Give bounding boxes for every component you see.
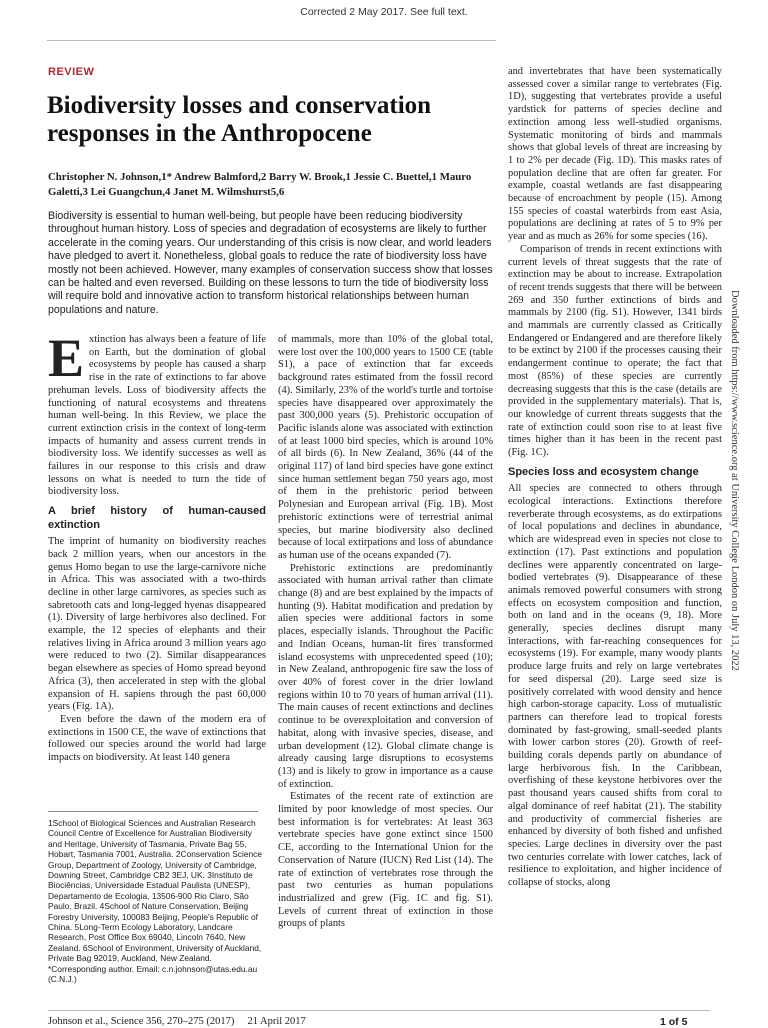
intro-text: xtinction has always been a feature of life on Earth, but the domination of global ecosystems by people has caused a sharp rise in the rate of extinctions to far above prehuman levels. Loss of biodiversity affects the functioning of natural ecosystems and threatens human well-being. In this Review, we place the current extinction crisis in the context of long-term impacts of humanity and assess current trends in biodiversity loss. We identify successes as well as failures in our response to this crisis and draw lessons on what is needed to turn the tide of biodiversity loss. bbox=[48, 334, 266, 498]
paragraph: All species are connected to others through ecological interactions. Extinctions therefore reverberate through ecosystems, as do extirpations of local populations and declines in abundance, which are widespread even in species not close to extinction (17). Past extinctions and population declines were apparently concentrated on large-bodied vertebrates (9). Disappearance of these animals removed powerful consumers with strong effects on ecosystem composition and function, both on land and in the oceans (9, 18). More generally, species declines disrupt many interactions, with far-reaching consequences for ecosystems (19). For example, many woody plants produce large fruits and rely on large vertebrates for seed dispersal (20). Large seed size is positively correlated with wood density and hence high carbon-storage capacity. Loss of mutualistic partners can therefore lead to tropical forests dominated by fast-growing, small-seeded plants with lower carbon stores (20). Growth of reef-building corals depends partly on abundance of large herbivorous fish. In the Caribbean, overfishing of these keystone herbivores over the past thousand years caused shifts from coral to algal dominance of reef habitat (21). The stability and productivity of commercial fisheries are enhanced by diversity of both fished and unfished species. Large declines in diversity over the past two centuries correlate with lower catches, lack of resilience to exploitation, and higher incidence of collapse of stocks, along bbox=[508, 483, 722, 889]
header-rule bbox=[47, 40, 496, 41]
affiliations-footnote: 1School of Biological Sciences and Australian Research Council Centre of Excellence for Australian Biodiversity and Heritage, University of Tasmania, Private Bag 55, Hobart, Tasmania 7001, Australia. 2Conservation Science Group, Department of Zoology, University of Cambridge, Downing Street, Cambridge CB2 3EJ, UK. 3Instituto de Biociências, Universidade Estadual Paulista (UNESP), Departamento de Ecologia, 13506-900 Rio Claro, São Paulo, Brazil. 4School of Nature Conservation, Beijing Forestry University, 100083 Beijing, People's Republic of China. 5Long-Term Ecology Laboratory, Landcare Research, Post Office Box 69040, Lincoln 7640, New Zealand. 6School of Environment, University of Auckland, Private Bag 92019, Auckland, New Zealand. *Corresponding author. Email: c.n.johnson@utas.edu.au (C.N.J.) bbox=[48, 818, 262, 985]
section-heading-history: A brief history of human-caused extinction bbox=[48, 505, 266, 531]
article-title: Biodiversity losses and conservation responses in the Anthropocene bbox=[47, 92, 432, 147]
column-2 bbox=[278, 334, 493, 931]
section-heading-species-loss: Species loss and ecosystem change bbox=[508, 465, 699, 478]
intro-paragraph bbox=[48, 328, 266, 499]
footer-rule bbox=[48, 1010, 710, 1011]
paragraph: Estimates of the recent rate of extinction are limited by poor knowledge of most species. Our best information is for vertebrates: At least 363 vertebrate species have gone extinct since 1500 CE, according to the International Union for the Conservation of Nature (IUCN) Red List (14). The rate of extinction of vertebrates rose through the past two centuries as human populations industrialized and grew (Fig. 1C and fig. S1). Levels of current threat of extinction in those groups of plants bbox=[278, 791, 493, 930]
paragraph: Comparison of trends in recent extinctions with current levels of threat suggests that the rate of extinction may be about to increase. Extrapolation of recent trends suggests that there will be between 269 and 350 further extinctions of birds and mammals by 2100 (fig. S1). However, 1341 birds and mammals are currently classed as Critically Endangered or Endangered and are therefore likely to be extinct by 2100 if the processes causing their endangerment continue to operate; the fact that most (85%) of these species are currently decreasing suggests that this is the case (details are provided in the supplementary materials). That is, our knowledge of current threats suggests that the rate of extinction could soon rise to at least five times higher than it has been in the recent past (Fig. 1C). bbox=[508, 243, 722, 459]
correction-banner[interactable]: Corrected 2 May 2017. See full text. bbox=[300, 6, 468, 18]
paragraph: of mammals, more than 10% of the global total, were lost over the 100,000 years to 1500 CE (table S1), a pace of extinction that far exceeds background rates estimated from the fossil record (4). Similarly, 23% of the world's turtle and tortoise species have disappeared over approximately the past 300,000 years (5). Prehistoric occupation of Pacific islands alone was associated with extinction of at least 1000 bird species, which is around 10% of all birds (6). In New Zealand, 36% (44 of the original 117) of land bird species have gone extinct since human settlement began 750 years ago, most of them in the prehistoric period between Polynesian and European arrival (Fig. 1B). Most prehistoric extinctions were of terrestrial animal species, but marine biodiversity also declined because of local extirpations and loss of abundance as human use of the oceans expanded (7). bbox=[278, 334, 493, 561]
footnote-rule bbox=[48, 811, 258, 812]
column-3 bbox=[508, 66, 722, 890]
paragraph: The imprint of humanity on biodiversity reaches back 2 million years, when our ancestors in the genus Homo began to use the large-carnivore niche in Africa. This was associated with a two-thirds decline in other large carnivores, as species such as sabretooth cats and long-legged hyenas disappeared (1). Diversity of large herbivores also declined. For example, the 12 species of elephants and their relatives living in Africa around 3 million years ago were reduced to two (2). Similar disappearances began elsewhere as species of Homo spread beyond Africa (3), then accelerated in step with the global expansion of H. sapiens through the past 60,000 years (Fig. 1A). bbox=[48, 536, 266, 713]
page-number: 1 of 5 bbox=[660, 1016, 688, 1028]
column-1 bbox=[48, 328, 266, 765]
paragraph: Even before the dawn of the modern era of extinctions in 1500 CE, the wave of extinctions that followed our species around the world had large impacts on biodiversity. At least 140 genera bbox=[48, 713, 266, 764]
citation: Johnson et al., Science 356, 270–275 (2017) 21 April 2017 bbox=[48, 1016, 306, 1027]
paragraph: and invertebrates that have been systematically assessed cover a similar range to vertebrates (Fig. 1D), suggesting that vertebrates provide a useful yardstick for patterns of species decline and extinction among less well-studied organisms. Systematic monitoring of birds and mammals shows that global levels of threat are increasing by 1 to 2% per decade (Fig. 1D). This masks rates of population decline that are often far greater. For example, coastal wetlands are fast disappearing because of encroachment by people (15). Among 155 species of coastal waterbirds from east Asia, populations are declining at rates of 5 to 9% per year and as much as 26% for some species (16). bbox=[508, 66, 722, 243]
section-label: REVIEW bbox=[48, 66, 95, 78]
paragraph: Prehistoric extinctions are predominantly associated with human arrival rather than climate change (8) and are best explained by the impacts of hunting (9). Habitat modification and predation by alien species were additional factors in some places, especially islands. Throughout the Pacific and Indian Oceans, human-lit fires transformed island ecosystems with unprecedented speed (10); in New Zealand, anthropogenic fire saw the loss of over 40% of forest cover in the drier lowland regions within 10 to 70 years of human arrival (11). The main causes of recent extinctions and declines continue to be overexploitation and conversion of habitat, along with invasive species, disease, and urban development (12). Global climate change is already causing large disruptions to ecosystems (13) and is likely to grow in importance as a cause of extinction. bbox=[278, 562, 493, 790]
drop-cap: E bbox=[48, 328, 85, 388]
download-sidebar bbox=[729, 290, 745, 990]
author-list: Christopher N. Johnson,1* Andrew Balmford,2 Barry W. Brook,1 Jessie C. Buettel,1 Mauro Galetti,3 Lei Guangchun,4 Janet M. Wilmshurst5,6 bbox=[48, 171, 472, 198]
download-notice[interactable]: Downloaded from https://www.science.org at University College London on July 13, 2022 bbox=[729, 290, 740, 671]
abstract: Biodiversity is essential to human well-being, but people have been reducing biodiversity throughout human history. Loss of species and degradation of ecosystems are likely to further accelerate in the coming years. Our understanding of this crisis is now clear, and world leaders have pledged to avert it. Nonetheless, global goals to reduce the rate of biodiversity loss have mostly not been achieved. However, many examples of conservation success show that losses can be halted and even reversed. Building on these lessons to turn the tide of biodiversity loss will require bold and innovative action to transform historical relationships between human populations and nature. bbox=[48, 210, 493, 316]
